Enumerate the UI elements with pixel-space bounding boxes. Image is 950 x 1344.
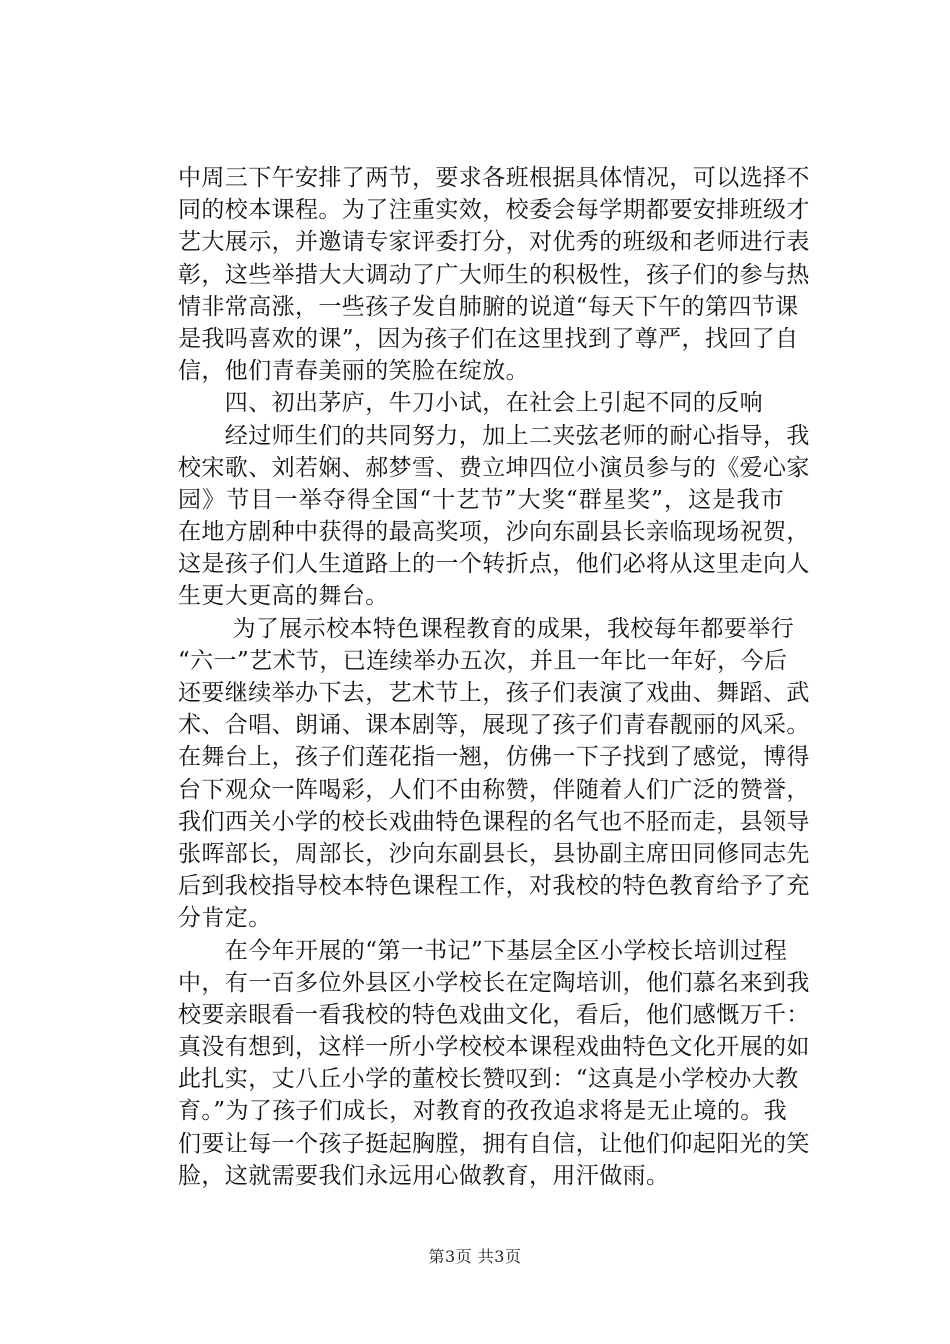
text-line: 园》节目一举夺得全国“十艺节”大奖“群星奖”，这是我市 xyxy=(178,486,784,513)
text-line: 育。”为了孩子们成长，对教育的孜孜追求将是无止境的。我 xyxy=(178,1098,788,1125)
text-line: 在地方剧种中获得的最高奖项，沙向东副县长亲临现场祝贺， xyxy=(178,519,810,546)
text-line: 中，有一百多位外县区小学校长在定陶培训，他们慕名来到我 xyxy=(178,969,810,996)
text-line: 艺大展示，并邀请专家评委打分，对优秀的班级和老师进行表 xyxy=(178,229,810,256)
text-line: 还要继续举办下去，艺术节上，孩子们表演了戏曲、舞蹈、武 xyxy=(178,680,810,706)
text-line: 在舞台上，孩子们莲花指一翘，仿佛一下子找到了感觉，博得 xyxy=(178,744,810,771)
text-line: 经过师生们的共同努力，加上二夹弦老师的耐心指导，我 xyxy=(178,422,810,449)
text-line: 术、合唱、朗诵、课本剧等，展现了孩子们青春靓丽的风采。 xyxy=(178,712,810,739)
text-line: 后到我校指导校本特色课程工作，对我校的特色教育给予了充 xyxy=(178,873,810,900)
text-line: 为了展示校本特色课程教育的成果，我校每年都要举行 xyxy=(178,615,795,642)
text-line: 我们西关小学的校长戏曲特色课程的名气也不胫而走，县领导 xyxy=(178,808,810,835)
text-line: 校要亲眼看一看我校的特色戏曲文化，看后，他们感慨万千： xyxy=(178,1001,810,1028)
text-line: 此扎实，丈八丘小学的董校长赞叹到：“这真是小学校办大教 xyxy=(178,1066,799,1093)
page-footer: 第3页 共3页 xyxy=(428,1247,522,1266)
text-line: 张晖部长，周部长，沙向东副县长，县协副主席田同修同志先 xyxy=(178,840,810,867)
text-line: 信，他们青春美丽的笑脸在绽放。 xyxy=(178,358,529,385)
text-line: 分肯定。 xyxy=(178,905,272,932)
text-line: 校宋歌、刘若娴、郝梦雪、费立坤四位小演员参与的《爱心家 xyxy=(178,454,810,481)
text-line: 中周三下午安排了两节，要求各班根据具体情况，可以选择不 xyxy=(178,165,810,191)
text-line: 情非常高涨，一些孩子发自肺腑的说道“每天下午的第四节课 xyxy=(178,293,799,320)
text-line: 在今年开展的“第一书记”下基层全区小学校长培训过程 xyxy=(178,937,788,964)
text-line: 彰，这些举措大大调动了广大师生的积极性，孩子们的参与热 xyxy=(178,261,810,288)
text-line: 脸，这就需要我们永远用心做教育，用汗做雨。 xyxy=(178,1162,670,1189)
text-line: 这是孩子们人生道路上的一个转折点，他们必将从这里走向人 xyxy=(178,551,810,578)
body-text xyxy=(178,162,810,1192)
text-line: 台下观众一阵喝彩，人们不由称赞，伴随着人们广泛的赞誉， xyxy=(178,776,810,803)
text-line: 们要让每一个孩子挺起胸膛，拥有自信，让他们仰起阳光的笑 xyxy=(178,1130,810,1157)
text-line: 是我吗喜欢的课”，因为孩子们在这里找到了尊严，找回了自 xyxy=(178,325,799,352)
text-line: “六一”艺术节，已连续举办五次，并且一年比一年好，今后 xyxy=(178,647,788,674)
section-heading: 四、初出茅庐，牛刀小试，在社会上引起不同的反响 xyxy=(178,390,763,417)
text-line: 同的校本课程。为了注重实效，校委会每学期都要安排班级才 xyxy=(178,197,810,224)
text-line: 真没有想到，这样一所小学校校本课程戏曲特色文化开展的如 xyxy=(178,1034,810,1061)
text-line: 生更大更高的舞台。 xyxy=(178,583,389,610)
